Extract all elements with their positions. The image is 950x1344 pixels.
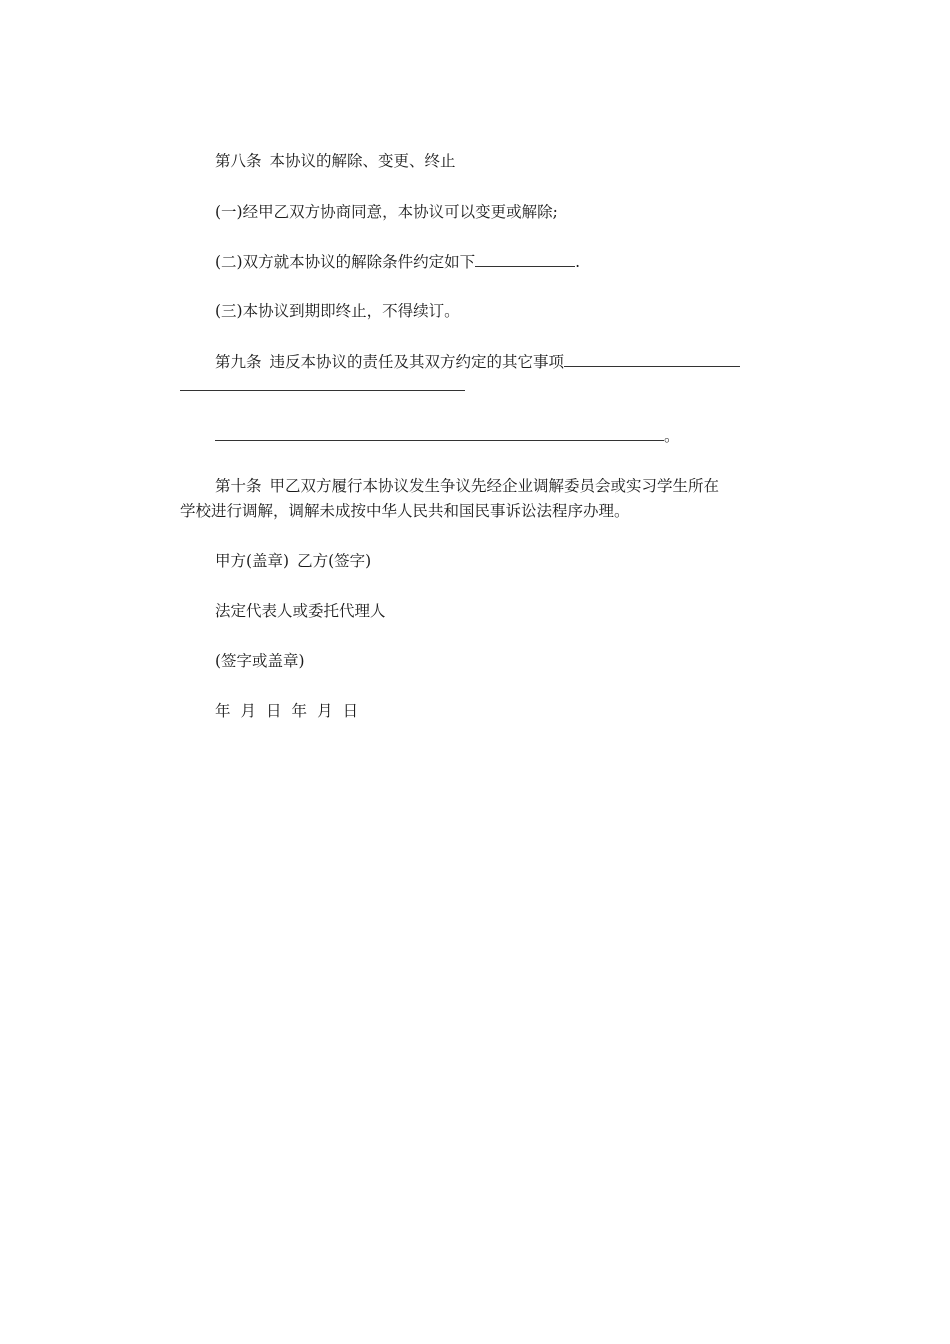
article-8-heading-text: 本协议的解除、变更、终止	[269, 152, 456, 170]
party-a-label: 甲方(盖章)	[215, 552, 290, 570]
article-9-title: 第九条	[215, 353, 262, 371]
article-8-item-2-end: .	[575, 253, 581, 271]
date-a-month: 月	[240, 702, 257, 720]
fill-blank-line	[180, 390, 465, 391]
date-a-day: 日	[266, 702, 282, 720]
fill-blank	[564, 352, 740, 367]
article-8-item-3: (三)本协议到期即终止，不得续订。	[215, 302, 460, 320]
article-9-end-line	[215, 426, 680, 446]
fill-blank	[475, 252, 575, 267]
article-10-line-1	[215, 476, 719, 496]
fill-blank	[215, 426, 664, 441]
article-10-line-2: 学校进行调解，调解未成按中华人民共和国民事诉讼法程序办理。	[180, 502, 630, 520]
article-8-heading	[215, 151, 456, 171]
article-8-item-2	[215, 252, 580, 272]
article-9-heading	[215, 352, 740, 372]
article-9-heading-text: 违反本协议的责任及其双方约定的其它事项	[269, 353, 565, 371]
article-8-title: 第八条	[215, 152, 262, 170]
signature-parties	[215, 551, 371, 571]
date-a-year: 年	[215, 702, 231, 720]
article-9-end: 。	[664, 427, 680, 445]
sign-or-seal-label: (签字或盖章)	[215, 652, 305, 670]
date-b-day: 日	[342, 702, 359, 720]
article-10-title: 第十条	[215, 477, 262, 495]
representative-label: 法定代表人或委托代理人	[215, 602, 386, 620]
article-8-item-1: (一)经甲乙双方协商同意，本协议可以变更或解除;	[215, 203, 558, 221]
date-b-year: 年	[291, 702, 308, 720]
signature-dates	[215, 701, 358, 721]
article-10-text-1: 甲乙双方履行本协议发生争议先经企业调解委员会或实习学生所在	[269, 477, 720, 495]
date-b-month: 月	[317, 702, 333, 720]
party-b-label: 乙方(签字)	[297, 552, 372, 570]
article-8-item-2-text: (二)双方就本协议的解除条件约定如下	[215, 253, 476, 271]
